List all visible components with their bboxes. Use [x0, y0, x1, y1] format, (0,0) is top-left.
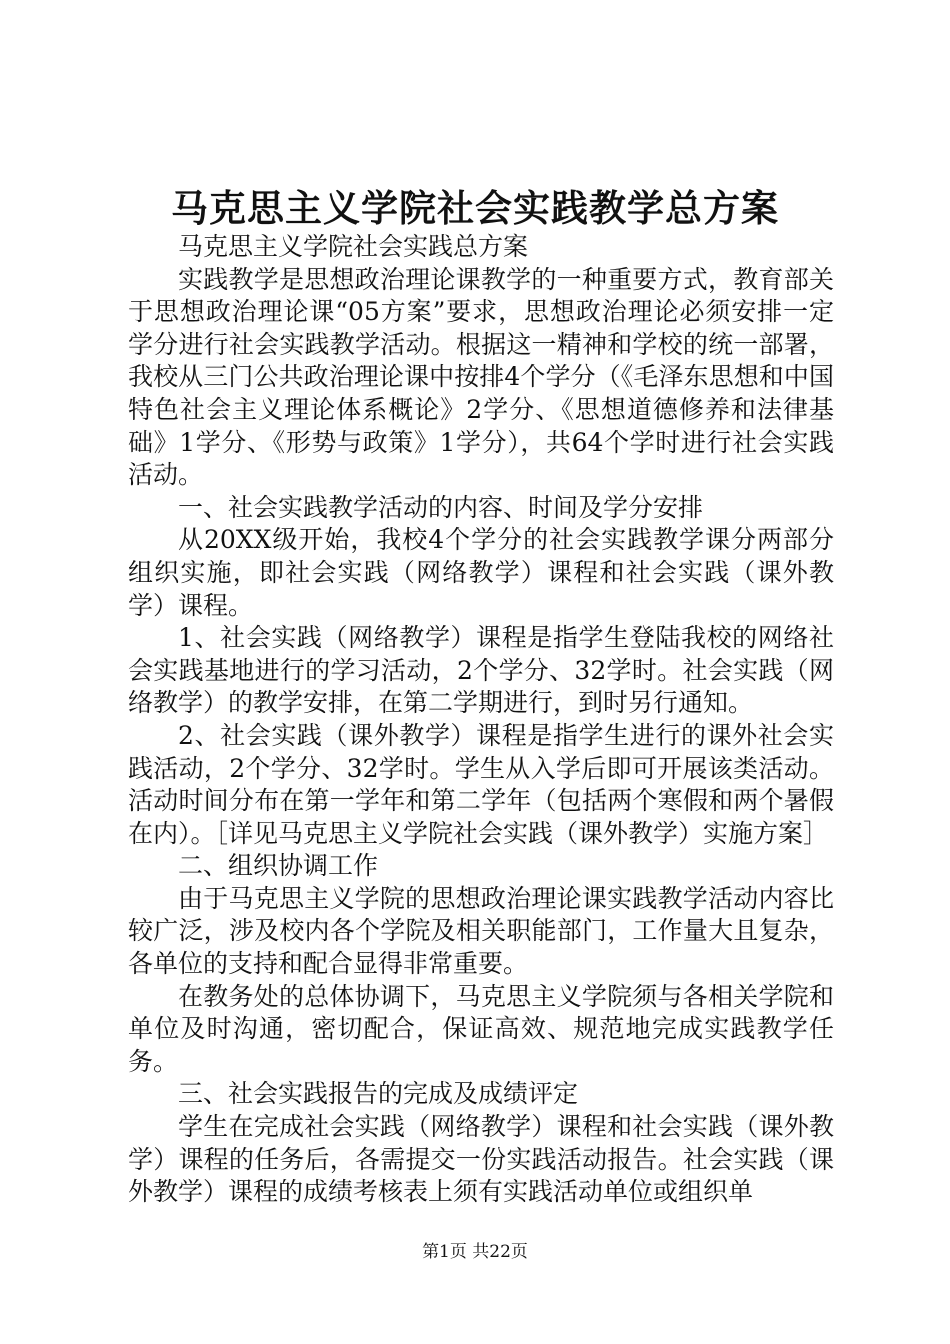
intro-paragraph: 实践教学是思想政治理论课教学的一种重要方式，教育部关于思想政治理论课“05方案”要求，思想政治理论必须安排一定学分进行社会实践教学活动。根据这一精神和学校的统一部署，我校从三门公共政治理论课中按排4个学分（《毛泽东思想和中国特色社会主义理论体系概论》2学分、《思想道德修养和法律基础》1学分、《形势与政策》1学分），共64个学时进行社会实践活动。 — [128, 264, 834, 490]
body-paragraph: 2、社会实践（课外教学）课程是指学生进行的课外社会实践活动，2个学分、32学时。学生从入学后即可开展该类活动。活动时间分布在第一学年和第二学年（包括两个寒假和两个暑假在内）。［详见马克思主义学院社会实践（课外教学）实施方案］ — [128, 720, 834, 848]
body-paragraph: 由于马克思主义学院的思想政治理论课实践教学活动内容比较广泛，涉及校内各个学院及相关职能部门，工作量大且复杂，各单位的支持和配合显得非常重要。 — [128, 883, 834, 979]
page-number-footer: 第1页 共22页 — [422, 1242, 528, 1262]
body-paragraph: 从20XX级开始，我校4个学分的社会实践教学课分两部分组织实施，即社会实践（网络教学）课程和社会实践（课外教学）课程。 — [128, 525, 834, 620]
body-paragraph: 在教务处的总体协调下，马克思主义学院须与各相关学院和单位及时沟通，密切配合，保证高效、规范地完成实践教学任务。 — [128, 981, 834, 1076]
subtitle-paragraph: 马克思主义学院社会实践总方案 — [178, 232, 529, 261]
section-heading-1: 一、社会实践教学活动的内容、时间及学分安排 — [178, 492, 704, 522]
document-body — [128, 231, 834, 1209]
section-heading-2: 二、组织协调工作 — [178, 851, 379, 881]
section-heading-3: 三、社会实践报告的完成及成绩评定 — [178, 1079, 579, 1109]
document-title: 马克思主义学院社会实践教学总方案 — [171, 186, 779, 230]
body-paragraph: 1、社会实践（网络教学）课程是指学生登陆我校的网络社会实践基地进行的学习活动，2个学分、32学时。社会实践（网络教学）的教学安排，在第二学期进行，到时另行通知。 — [128, 623, 834, 718]
body-paragraph: 学生在完成社会实践（网络教学）课程和社会实践（课外教学）课程的任务后，各需提交一份实践活动报告。社会实践（课外教学）课程的成绩考核表上须有实践活动单位或组织单 — [128, 1112, 834, 1207]
